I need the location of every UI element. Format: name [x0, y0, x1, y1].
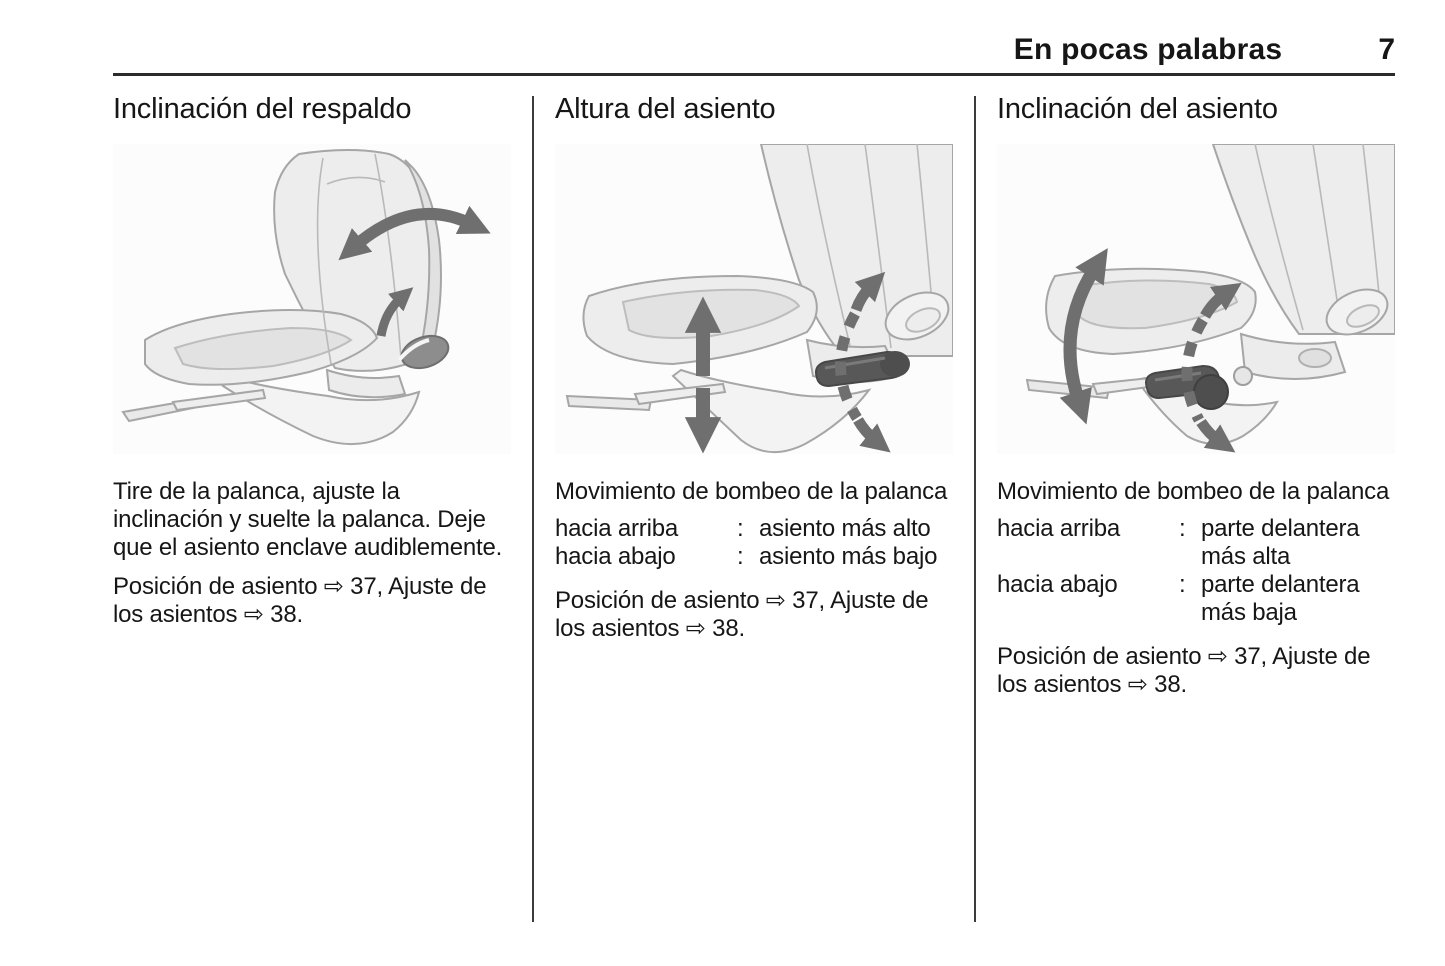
column-heading: Inclinación del respaldo	[113, 93, 412, 125]
page-reference: Posición de asiento ⇨ 37, Ajuste de los asientos ⇨ 38.	[113, 572, 487, 628]
lever-motion-text: Movimiento de bombeo de la palanca	[997, 477, 1390, 505]
spec-desc: parte delantera más alta	[1201, 514, 1360, 570]
spec-term: hacia abajo	[555, 542, 676, 570]
instruction-text: Tire de la palanca, ajuste la inclinación y suelte la palanca. Deje que el asiento enclave audiblemente.	[113, 477, 503, 561]
lever-motion-text: Movimiento de bombeo de la palanca	[555, 477, 948, 505]
page-header	[113, 0, 1395, 76]
seat-recline-illustration	[113, 144, 511, 454]
seat-height-illustration	[555, 144, 953, 454]
seat-tilt-illustration	[997, 144, 1395, 454]
page-number: 7	[1378, 33, 1395, 66]
column-heading: Altura del asiento	[555, 93, 776, 125]
spec-desc: asiento más bajo	[759, 542, 938, 570]
seat-height-drawing	[555, 144, 953, 454]
spec-row-up	[997, 515, 1395, 571]
spec-desc: parte delantera más baja	[1201, 570, 1360, 626]
column-seat-tilt	[997, 94, 1395, 699]
seat-body	[123, 150, 441, 444]
adjustment-spec-list	[555, 515, 953, 571]
adjustment-spec-list	[997, 515, 1395, 627]
spec-desc: asiento más alto	[759, 514, 931, 542]
spec-term: hacia arriba	[555, 514, 679, 542]
spec-colon: :	[737, 542, 744, 570]
column-divider	[532, 96, 534, 922]
spec-term: hacia arriba	[997, 514, 1121, 542]
page-reference: Posición de asiento ⇨ 37, Ajuste de los asientos ⇨ 38.	[555, 586, 929, 642]
seat-body	[567, 144, 953, 452]
spec-colon: :	[737, 514, 744, 542]
column-heading: Inclinación del asiento	[997, 93, 1278, 125]
page-reference: Posición de asiento ⇨ 37, Ajuste de los asientos ⇨ 38.	[997, 642, 1371, 698]
column-divider	[974, 96, 976, 922]
seat-tilt-drawing	[997, 144, 1395, 454]
spec-colon: :	[1179, 570, 1186, 598]
content-columns	[113, 94, 1395, 922]
column-backrest-recline	[113, 94, 511, 629]
manual-page	[113, 0, 1395, 966]
column-seat-height	[555, 94, 953, 643]
seat-recline-drawing	[113, 144, 511, 454]
spec-row-up	[555, 515, 953, 543]
spec-colon: :	[1179, 514, 1186, 542]
section-title: En pocas palabras	[1013, 33, 1283, 66]
spec-term: hacia abajo	[997, 570, 1118, 598]
spec-row-down	[997, 571, 1395, 627]
spec-row-down	[555, 543, 953, 571]
